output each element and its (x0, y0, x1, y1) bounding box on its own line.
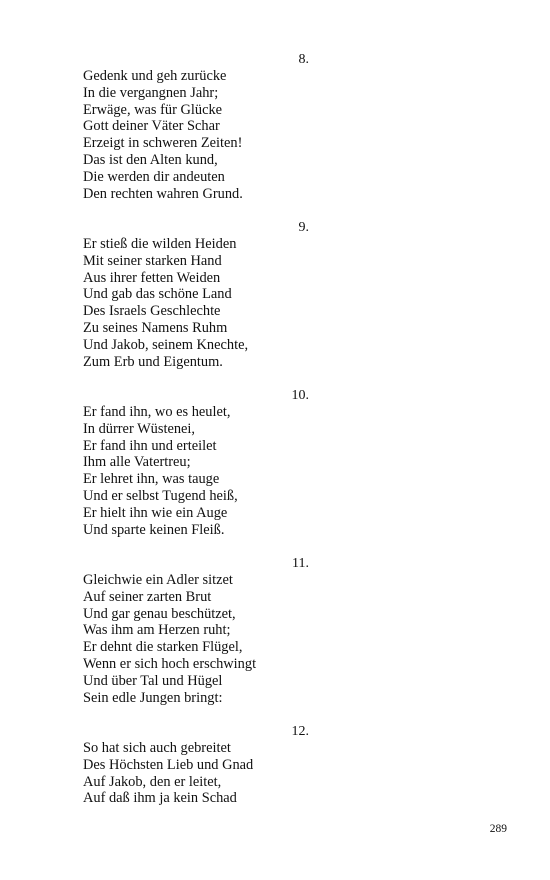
verse-line: Auf Jakob, den er leitet, (83, 773, 222, 790)
verse-line: Sein edle Jungen bringt: (83, 689, 223, 706)
verse-line: Was ihm am Herzen ruht; (83, 622, 231, 639)
verse-line: Erwäge, was für Glücke (83, 101, 223, 118)
stanza-number: 12. (291, 724, 309, 739)
verse-line: Aus ihrer fetten Weiden (83, 269, 221, 286)
verse-line: Wenn er sich hoch erschwingt (83, 655, 257, 672)
verse-line: Und sparte keinen Fleiß. (83, 521, 225, 538)
verse-line: Und gab das schöne Land (83, 286, 232, 303)
verse-line: Gott deiner Väter Schar (83, 118, 220, 135)
verse-line: Des Höchsten Lieb und Gnad (83, 756, 254, 773)
verse-line: Ihm alle Vatertreu; (83, 454, 191, 471)
stanza-11 (83, 555, 383, 706)
verse-line: Zum Erb und Eigentum. (83, 353, 223, 370)
stanza-number: 9. (298, 220, 309, 235)
stanza-8 (83, 51, 383, 202)
verse-line: Des Israels Geschlechte (83, 303, 221, 320)
verse-line: Gedenk und geh zurücke (83, 68, 227, 84)
verse-line: In die vergangnen Jahr; (83, 84, 219, 101)
verse-line: Er lehret ihn, was tauge (83, 471, 220, 488)
stanza-number: 8. (298, 52, 309, 67)
verse-line: Er dehnt die starken Flügel, (83, 639, 243, 656)
stanza-9 (83, 219, 383, 370)
verse-line: Auf seiner zarten Brut (83, 588, 212, 605)
verse-line: Mit seiner starken Hand (83, 252, 222, 269)
stanza-12 (83, 723, 383, 807)
stanza-number: 10. (291, 388, 309, 403)
verse-line: Das ist den Alten kund, (83, 151, 218, 168)
verse-line: Und gar genau beschützet, (83, 605, 236, 622)
verse-line: Und über Tal und Hügel (83, 672, 223, 689)
verse-line: Er stieß die wilden Heiden (83, 236, 237, 252)
stanza-10 (83, 387, 383, 538)
verse-line: Auf daß ihm ja kein Schad (83, 790, 237, 807)
verse-line: Und er selbst Tugend heiß, (83, 487, 238, 504)
verse-line: Er hielt ihn wie ein Auge (83, 504, 228, 521)
verse-line: So hat sich auch gebreitet (83, 740, 231, 756)
verse-line: Er fand ihn, wo es heulet, (83, 404, 231, 420)
stanza-number: 11. (292, 556, 309, 571)
verse-line: Zu seines Namens Ruhm (83, 319, 228, 336)
page-number: 289 (489, 823, 507, 835)
verse-line: Er fand ihn und erteilet (83, 437, 217, 454)
verse-line: Gleichwie ein Adler sitzet (83, 572, 233, 588)
verse-line: In dürrer Wüstenei, (83, 420, 196, 437)
verse-line: Und Jakob, seinem Knechte, (83, 336, 249, 353)
verse-line: Den rechten wahren Grund. (83, 185, 243, 202)
verse-line: Erzeigt in schweren Zeiten! (83, 135, 243, 152)
verse-line: Die werden dir andeuten (83, 168, 225, 185)
